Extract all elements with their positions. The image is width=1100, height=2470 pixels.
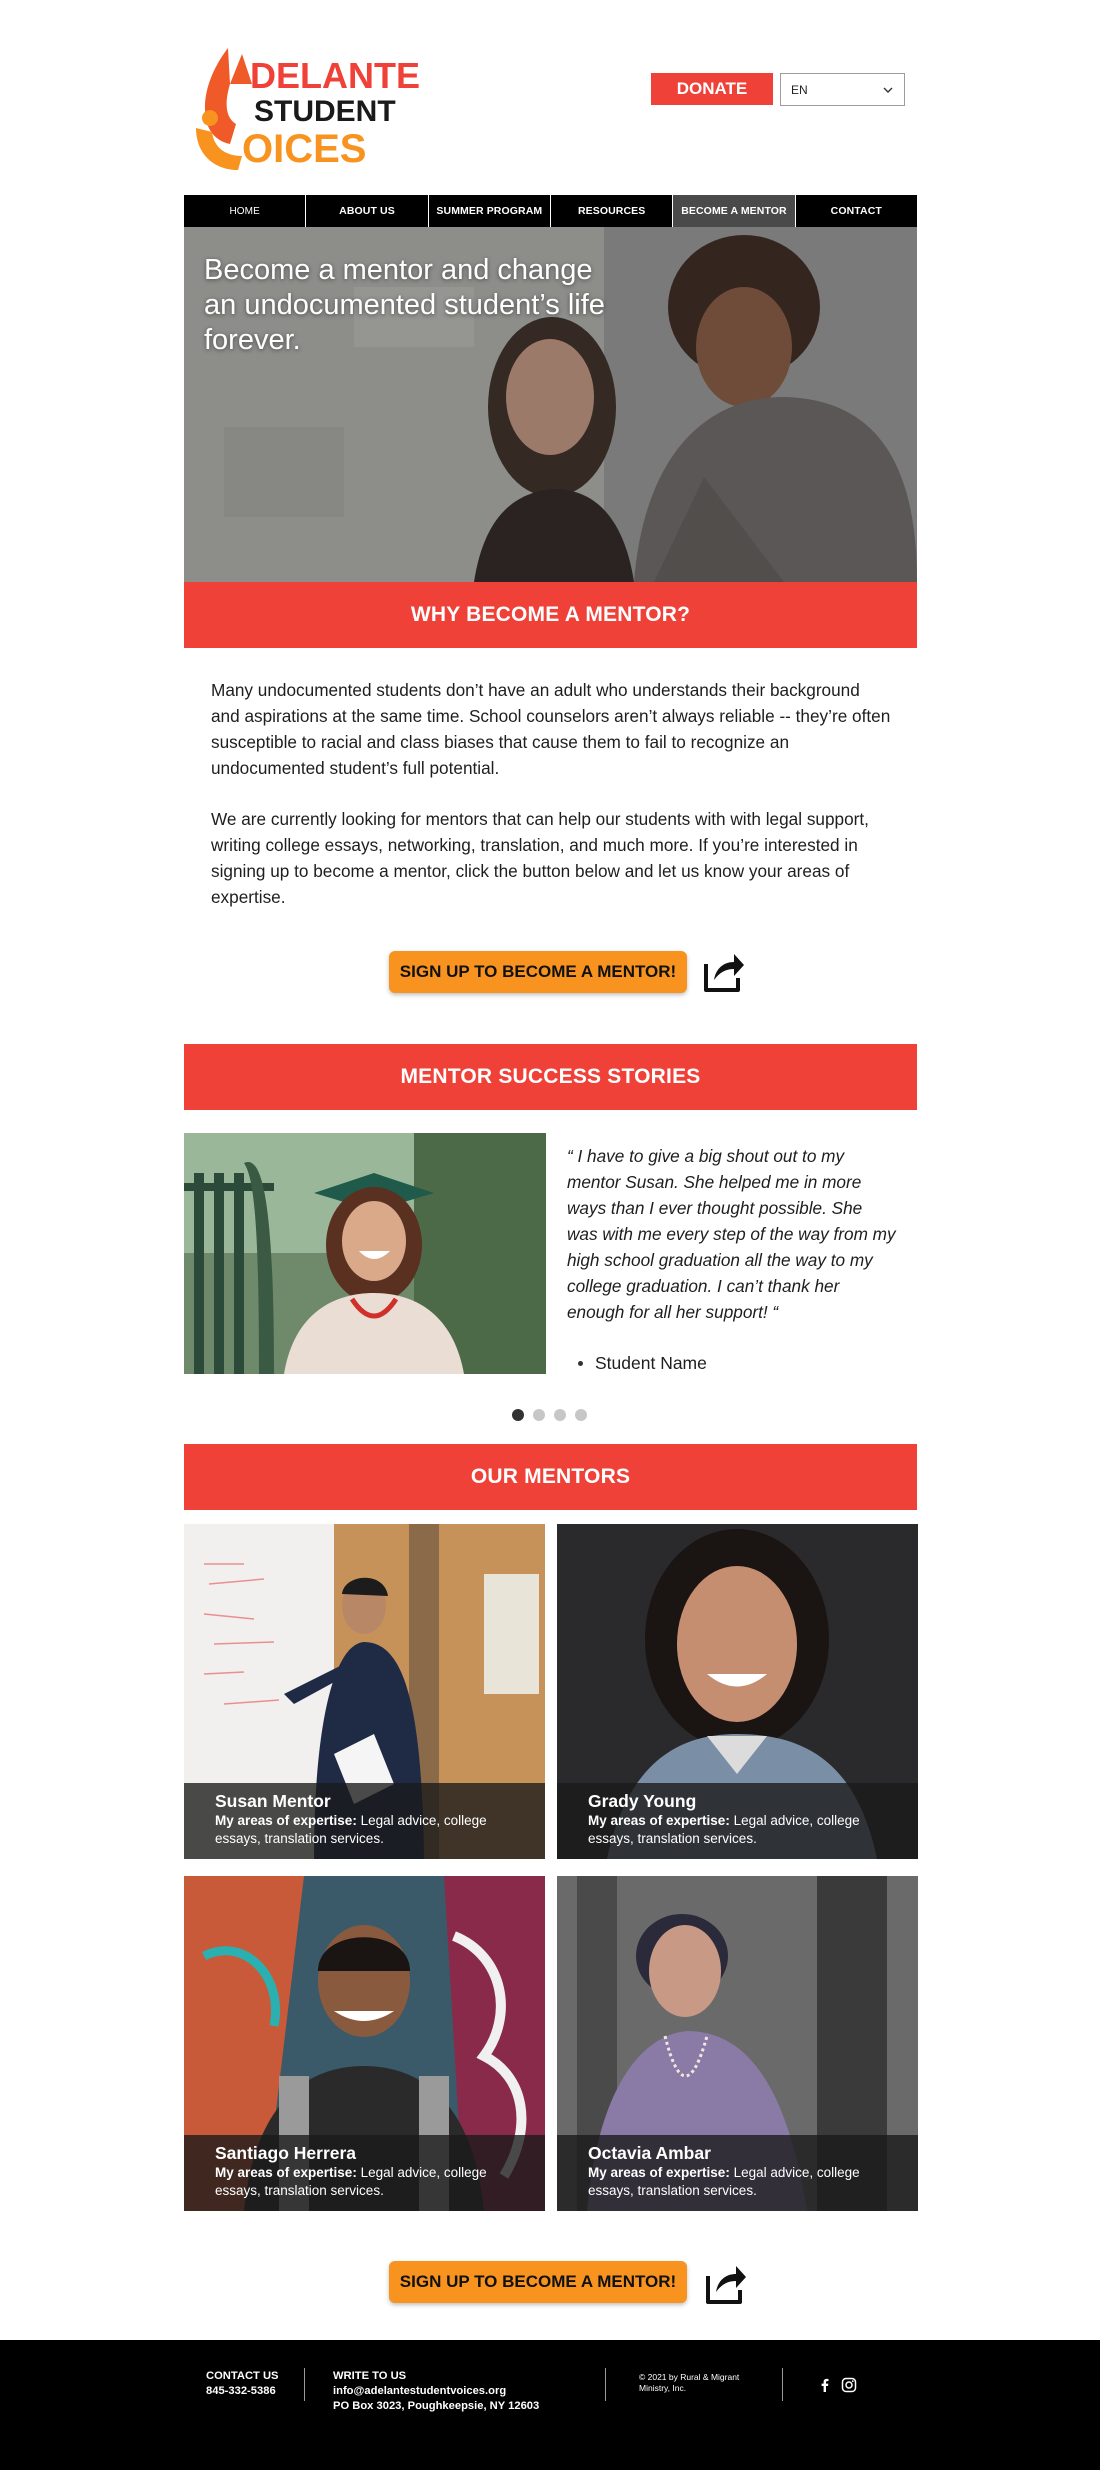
- mentor-name: Octavia Ambar: [588, 2143, 711, 2163]
- testimonial-quote: “ I have to give a big shout out to my mentor Susan. She helped me in more ways than I ever thought possible. She was with me every step of the way from my high school graduation all the way to my college graduation. I can’t thank her enough for all her support! “: [567, 1146, 896, 1322]
- mentor-card[interactable]: [184, 1876, 545, 2211]
- testimonial-author-name: Student Name: [595, 1353, 707, 1373]
- mentor-card[interactable]: [557, 1876, 918, 2211]
- mentor-name: Santiago Herrera: [215, 2143, 357, 2163]
- signup-mentor-button[interactable]: SIGN UP TO BECOME A MENTOR!: [389, 951, 687, 993]
- mentor-expertise: My areas of expertise: Legal advice, college essays, translation services.: [588, 1813, 860, 1846]
- mentor-caption: [557, 1783, 918, 1859]
- graduate-photo: [184, 1133, 546, 1374]
- footer-social: [817, 2377, 857, 2393]
- footer-write: [333, 2369, 539, 2414]
- footer-email[interactable]: info@adelantestudentvoices.org: [333, 2385, 507, 2397]
- footer-write-title: WRITE TO US: [333, 2370, 407, 2382]
- footer-phone[interactable]: 845-332-5386: [206, 2385, 276, 2397]
- footer-contact-title: CONTACT US: [206, 2370, 279, 2382]
- share-icon[interactable]: [700, 948, 746, 994]
- chevron-down-icon: [882, 84, 894, 96]
- footer-contact: [206, 2369, 279, 2399]
- mentor-card[interactable]: [557, 1524, 918, 1859]
- stories-section-title: MENTOR SUCCESS STORIES: [184, 1044, 917, 1110]
- mentor-expertise: My areas of expertise: Legal advice, college essays, translation services.: [215, 1813, 487, 1846]
- mentor-name: Susan Mentor: [215, 1791, 331, 1811]
- nav-item-summer-program[interactable]: SUMMER PROGRAM: [429, 195, 551, 227]
- site-logo[interactable]: [190, 44, 442, 174]
- mentor-card[interactable]: [184, 1524, 545, 1859]
- signup-mentor-button[interactable]: SIGN UP TO BECOME A MENTOR!: [389, 2261, 687, 2303]
- instagram-icon[interactable]: [841, 2377, 857, 2393]
- footer-divider: [304, 2368, 305, 2401]
- svg-text:DELANTE: DELANTE: [250, 55, 420, 96]
- slider-dot-2[interactable]: [533, 1409, 545, 1421]
- hero-headline: Become a mentor and change an undocumented student’s life forever.: [204, 254, 605, 356]
- bullet-icon: [578, 1361, 583, 1366]
- mentor-name: Grady Young: [588, 1791, 697, 1811]
- mentor-expertise: My areas of expertise: Legal advice, college essays, translation services.: [215, 2165, 487, 2198]
- nav-item-resources[interactable]: RESOURCES: [551, 195, 673, 227]
- nav-item-become-a-mentor[interactable]: BECOME A MENTOR: [673, 195, 795, 227]
- testimonial-author: [578, 1353, 707, 1374]
- share-icon[interactable]: [702, 2260, 748, 2306]
- svg-text:OICES: OICES: [242, 127, 367, 171]
- slider-dot-3[interactable]: [554, 1409, 566, 1421]
- slider-dot-4[interactable]: [575, 1409, 587, 1421]
- footer-divider: [782, 2368, 783, 2401]
- mentor-caption: [184, 1783, 545, 1859]
- why-paragraph-2: We are currently looking for mentors that can help our students with with legal support, writing college essays, networking, translation, and much more. If you’re interested in signing up to become a mentor, click the button below and let us know your areas of expertise.: [211, 809, 869, 907]
- language-selected-label: EN: [791, 82, 808, 97]
- slider-pagination: [512, 1409, 587, 1421]
- main-navigation: [184, 195, 917, 227]
- language-select[interactable]: [780, 73, 905, 106]
- footer-address: PO Box 3023, Poughkeepsie, NY 12603: [333, 2400, 540, 2412]
- slider-dot-1[interactable]: [512, 1409, 524, 1421]
- facebook-icon[interactable]: [817, 2377, 833, 2393]
- nav-item-about-us[interactable]: ABOUT US: [306, 195, 428, 227]
- footer-divider: [605, 2368, 606, 2401]
- mentor-caption: [184, 2135, 545, 2211]
- mentor-expertise: My areas of expertise: Legal advice, college essays, translation services.: [588, 2165, 860, 2198]
- logo-graphic: [190, 44, 442, 174]
- mentor-caption: [557, 2135, 918, 2211]
- nav-item-home[interactable]: HOME: [184, 195, 306, 227]
- site-footer: [0, 2340, 1100, 2470]
- why-paragraph-1: Many undocumented students don’t have an adult who understands their background and aspirations at the same time. School counselors aren’t always reliable -- they’re often susceptible to racial and class biases that cause them to fail to recognize an undocumented student’s full potential.: [211, 680, 891, 778]
- hero-banner: [184, 227, 917, 582]
- why-section-title: WHY BECOME A MENTOR?: [184, 582, 917, 648]
- mentors-section-title: OUR MENTORS: [184, 1444, 917, 1510]
- footer-copyright: © 2021 by Rural & Migrant Ministry, Inc.: [639, 2372, 740, 2393]
- nav-item-contact[interactable]: CONTACT: [830, 205, 882, 217]
- donate-button[interactable]: DONATE: [651, 73, 773, 105]
- svg-text:STUDENT: STUDENT: [254, 95, 396, 128]
